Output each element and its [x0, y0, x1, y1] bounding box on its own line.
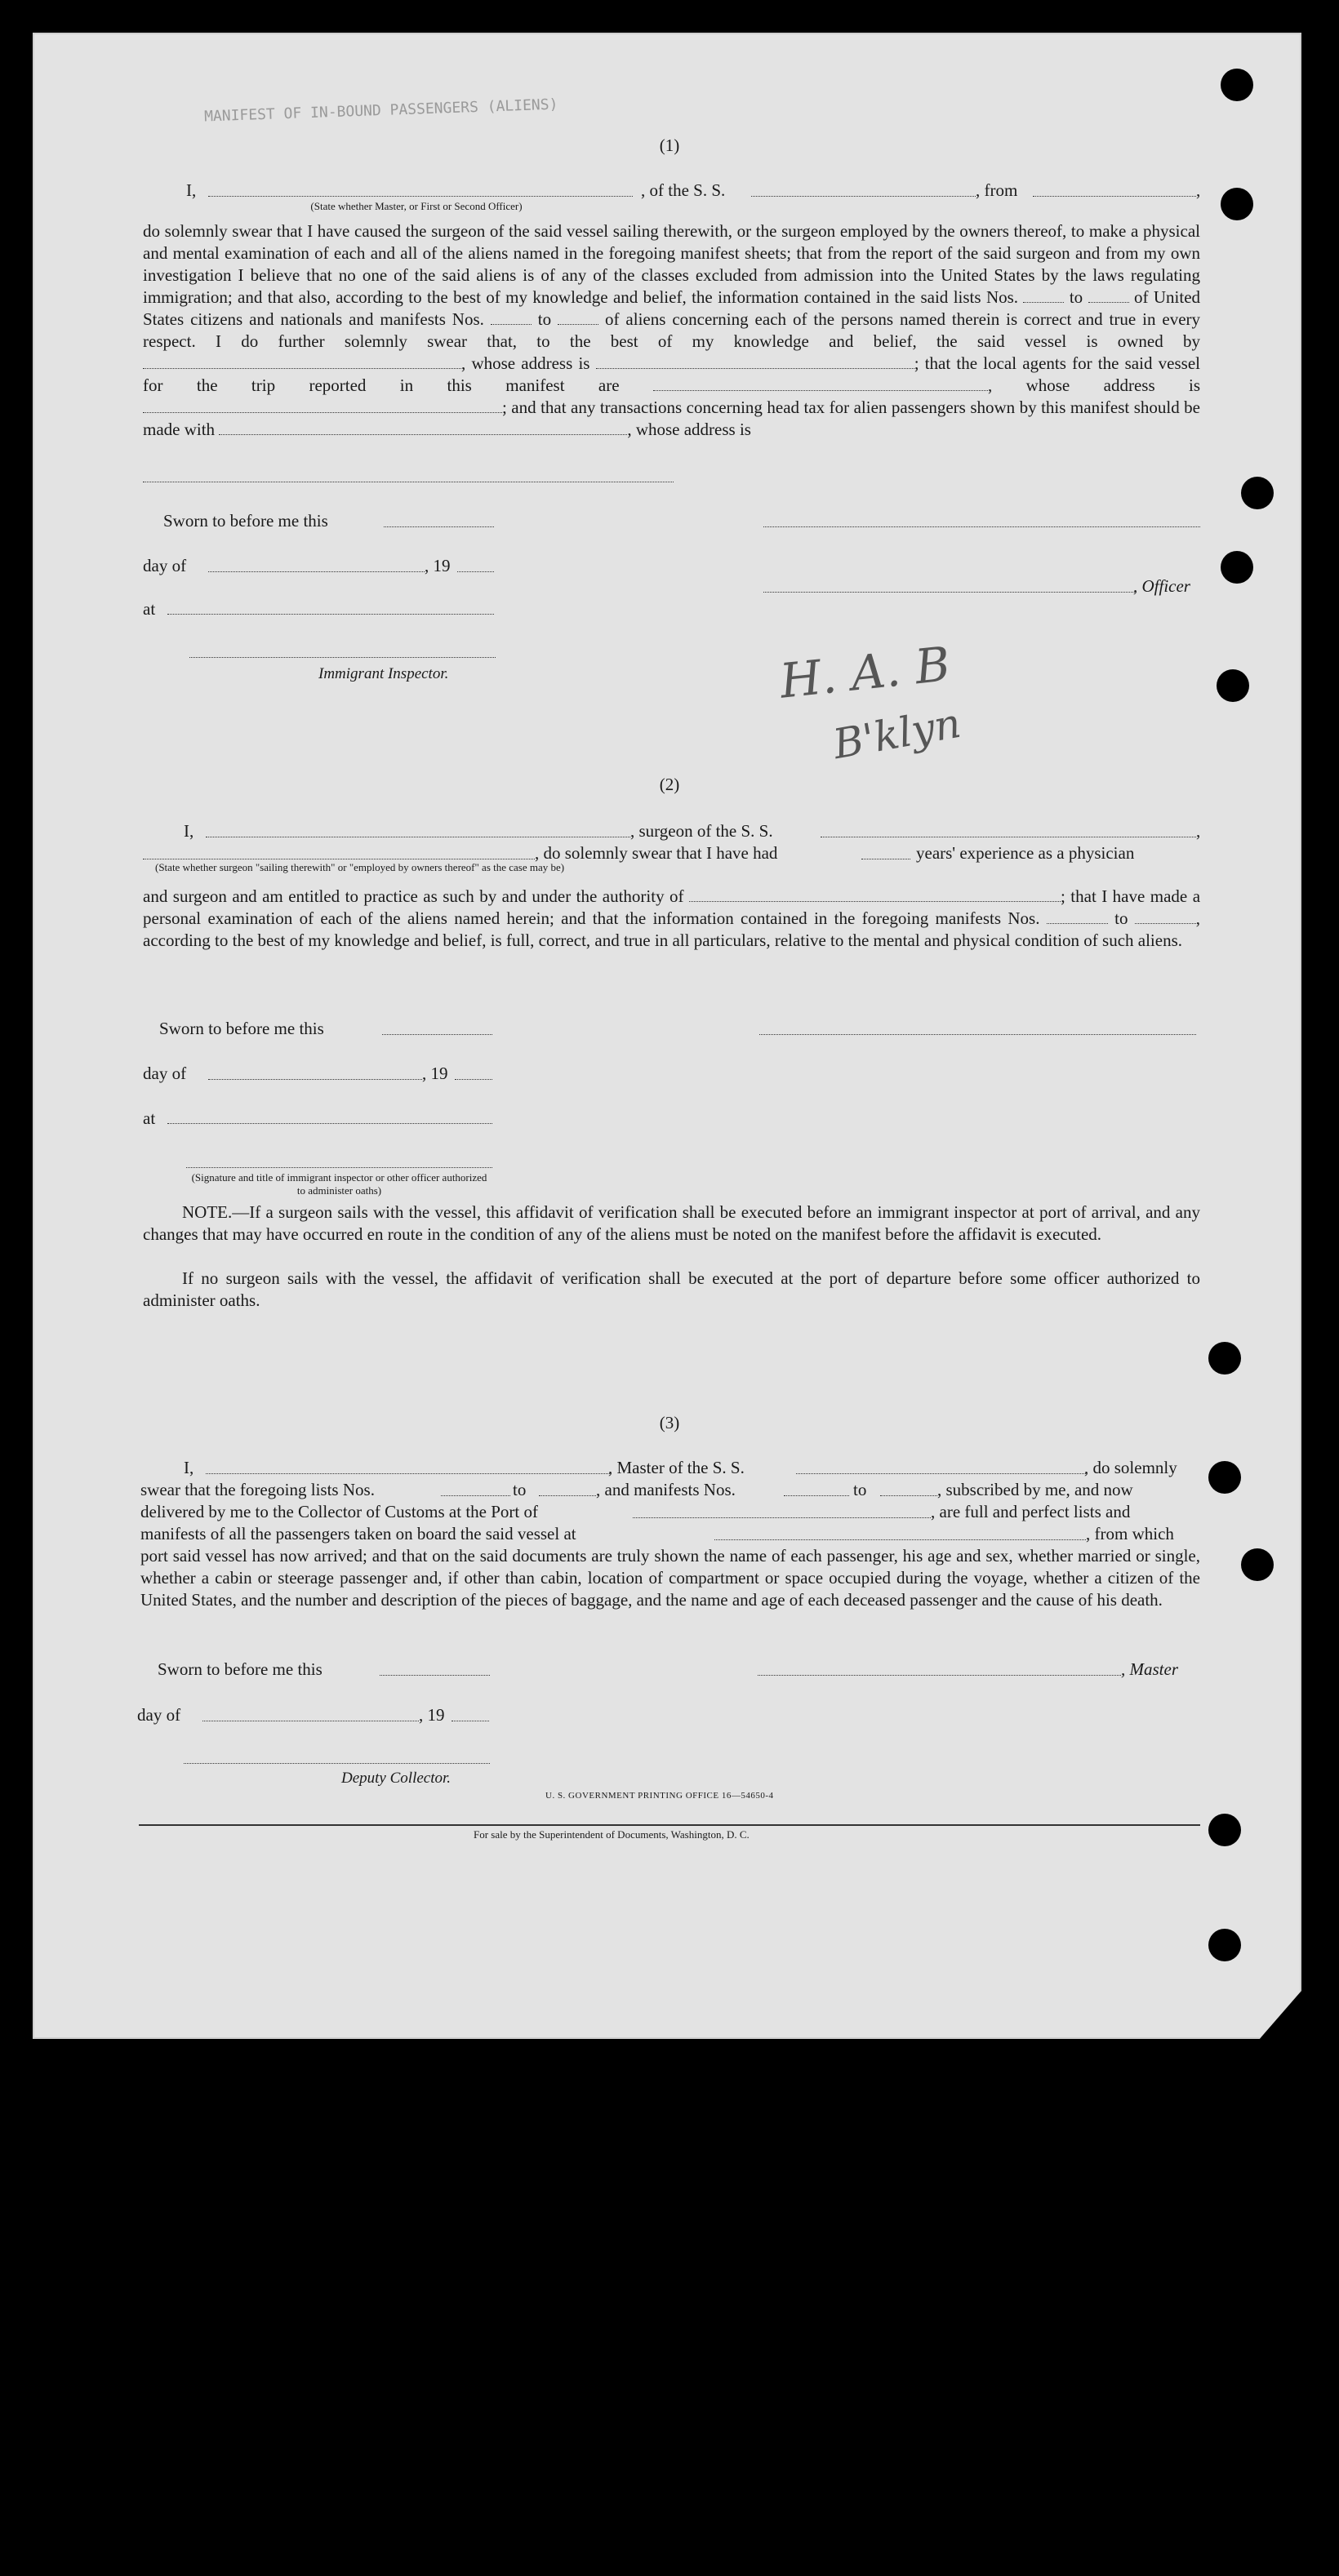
s1-headtax: ; and that any transactions concerning head tax for alien passengers shown by this manifest should be made with — [143, 398, 1200, 439]
s1-officer-name-line — [208, 196, 633, 197]
s1-inspector-label: Immigrant Inspector. — [318, 665, 449, 682]
s1-paragraph-2: of United States citizens and nationals and manifests Nos. — [143, 287, 1201, 329]
s1-agents: that the local agents for the said vessel for the trip reported in this manifest are — [143, 353, 1200, 395]
s1-of-ss: , of the S. S. — [641, 180, 726, 200]
s2-year-line — [455, 1079, 492, 1080]
s2-I: I, — [184, 821, 194, 841]
s3-sworn-line — [380, 1675, 490, 1676]
s1-whose-address: , whose address is — [461, 353, 590, 373]
s2-inspector-line — [186, 1167, 492, 1168]
s1-paragraph-3: of aliens concerning each of the persons named therein is correct and true in every respect. I do further solemnly swear that, to the best of my knowledge and belief, the said vessel is owned by — [143, 309, 1201, 351]
s2-signature-line — [759, 1034, 1196, 1035]
gpo-imprint: U. S. GOVERNMENT PRINTING OFFICE 16—54650-4 — [545, 1791, 774, 1801]
s2-years: years' experience as a physician — [916, 843, 1135, 863]
s2-caption: (State whether surgeon "sailing therewith" or "employed by owners thereof" as the case may be) — [155, 861, 565, 873]
handwritten-location: B'klyn — [830, 699, 965, 769]
s2-day-of: day of — [143, 1064, 187, 1083]
s3-master-of: , Master of the S. S. — [608, 1458, 745, 1477]
s3-I: I, — [184, 1458, 194, 1477]
s1-paragraph: do solemnly swear that I have caused the surgeon of the said vessel sailing therewith, or the surgeon employed by the owners thereof, to make a physical and mental examination of each and all of the aliens named in the foregoing manifest sheets; that from the report of the said surgeon and from my own investigation I believe that no one of the said aliens is of any of the classes excluded from admission into the United States by the laws regulating immigration; and that also, according to the best of my knowledge and belief, the information contained in the said lists Nos. — [143, 221, 1200, 307]
s1-day-line — [208, 571, 425, 572]
s3-to2: to — [853, 1480, 867, 1499]
s2-sworn-line — [382, 1034, 492, 1035]
s1-from: , from — [976, 180, 1018, 200]
section-2-number: (2) — [659, 775, 680, 794]
s1-officer-label: , Officer — [1133, 576, 1190, 596]
s3-master-label: , Master — [1121, 1659, 1178, 1679]
s1-at: at — [143, 599, 156, 619]
s3-lists-to-line — [539, 1495, 596, 1496]
s2-at-line — [167, 1123, 492, 1124]
s3-deputy-line — [184, 1763, 490, 1764]
s2-para-a: that I have made a personal examination of each of the aliens named herein; and that the information contained in the foregoing manifests Nos. — [143, 886, 1201, 928]
s3-subscribed: , subscribed by me, and now — [937, 1480, 1133, 1499]
faint-header: MANIFEST OF IN-BOUND PASSENGERS (ALIENS) — [203, 95, 558, 126]
handwritten-initials: H. A. B — [777, 636, 953, 709]
s3-lists-from-line — [441, 1495, 510, 1496]
s2-swear: , do solemnly swear that I have had — [535, 843, 778, 863]
s2-sig-caption: (Signature and title of immigrant inspector or other officer authorized to administer oaths) — [191, 1171, 487, 1197]
s2-surgeon-of: , surgeon of the S. S. — [630, 821, 773, 841]
s3-19: , 19 — [419, 1705, 445, 1725]
s3-and-manifests: , and manifests Nos. — [596, 1480, 736, 1499]
s3-master-line — [758, 1675, 1121, 1676]
s3-day-of: day of — [137, 1705, 181, 1725]
s3-from-which: , from which — [1086, 1524, 1174, 1543]
s3-deputy-label: Deputy Collector. — [341, 1770, 452, 1787]
footer-rule — [139, 1824, 1200, 1826]
s3-name-line — [206, 1473, 610, 1474]
s3-vessel-at-line — [714, 1539, 1086, 1540]
s3-full-perfect: , are full and perfect lists and — [931, 1502, 1131, 1521]
s2-authority: and surgeon and am entitled to practice as such by and under the authority of — [143, 886, 684, 906]
s1-caption: (State whether Master, or First or Second Officer) — [310, 200, 523, 212]
s1-inspector-line — [189, 657, 496, 658]
s2-at: at — [143, 1108, 156, 1128]
s1-day-of: day of — [143, 556, 187, 575]
s2-note-1: NOTE.—If a surgeon sails with the vessel, this affidavit of verification shall be executed before an immigrant inspector at port of arrival, and any changes that may have occurred en route in the condition of any of the aliens must be noted on the manifest before the affidavit is executed. — [143, 1202, 1200, 1244]
s3-sworn: Sworn to before me this — [158, 1659, 323, 1679]
s1-to2: to — [537, 309, 552, 329]
s3-man-from-line — [784, 1495, 849, 1496]
s3-swear-lists: swear that the foregoing lists Nos. — [140, 1480, 375, 1499]
s3-manifests-all: manifests of all the passengers taken on board the said vessel at — [140, 1524, 576, 1543]
s1-officer-line — [763, 592, 1135, 593]
s2-para-b: , according to the best of my knowledge and belief, is full, correct, and true in all particulars, relative to the mental and physical condition of such aliens. — [143, 908, 1201, 950]
s1-to1: to — [1069, 287, 1083, 307]
s3-to1: to — [513, 1480, 527, 1499]
s1-ship-line — [751, 196, 976, 197]
s1-sworn-line — [384, 526, 494, 527]
s1-sworn: Sworn to before me this — [163, 511, 328, 531]
s1-whose-address-2: whose address is — [1025, 375, 1201, 395]
s3-delivered: delivered by me to the Collector of Customs at the Port of — [140, 1502, 538, 1521]
s2-day-line — [208, 1079, 422, 1080]
s2-to: to — [1114, 908, 1128, 928]
section-3-number: (3) — [659, 1413, 680, 1432]
s3-ship-line — [796, 1473, 1086, 1474]
s1-signature-line — [763, 526, 1200, 527]
s3-port-line — [633, 1517, 931, 1518]
s2-note-2: If no surgeon sails with the vessel, the affidavit of verification shall be executed at the port of departure before some officer authorized to administer oaths. — [143, 1268, 1200, 1310]
s3-man-to-line — [880, 1495, 937, 1496]
s3-do-solemnly: , do solemnly — [1084, 1458, 1177, 1477]
for-sale-notice: For sale by the Superintendent of Documents, Washington, D. C. — [474, 1828, 750, 1841]
s1-I: I, — [186, 180, 197, 200]
s1-19: , 19 — [425, 556, 451, 575]
s1-at-line — [167, 614, 494, 615]
s3-rest: port said vessel has now arrived; and that on the said documents are truly shown the name of each passenger, his age and sex, whether married or single, whether a cabin or steerage passenger and, if other than cabin, location of compartment or space occupied during the voyage, whether a citizen of the United States, and the number and description of the pieces of baggage, and the name and age of each deceased passenger and the cause of his death. — [140, 1546, 1200, 1610]
section-1-number: (1) — [659, 135, 680, 155]
s1-year-line — [457, 571, 494, 572]
s2-19: , 19 — [422, 1064, 448, 1083]
s1-from-line — [1033, 196, 1196, 197]
s2-sworn: Sworn to before me this — [159, 1019, 324, 1038]
s1-whose-address-3: , whose address is — [627, 420, 751, 439]
